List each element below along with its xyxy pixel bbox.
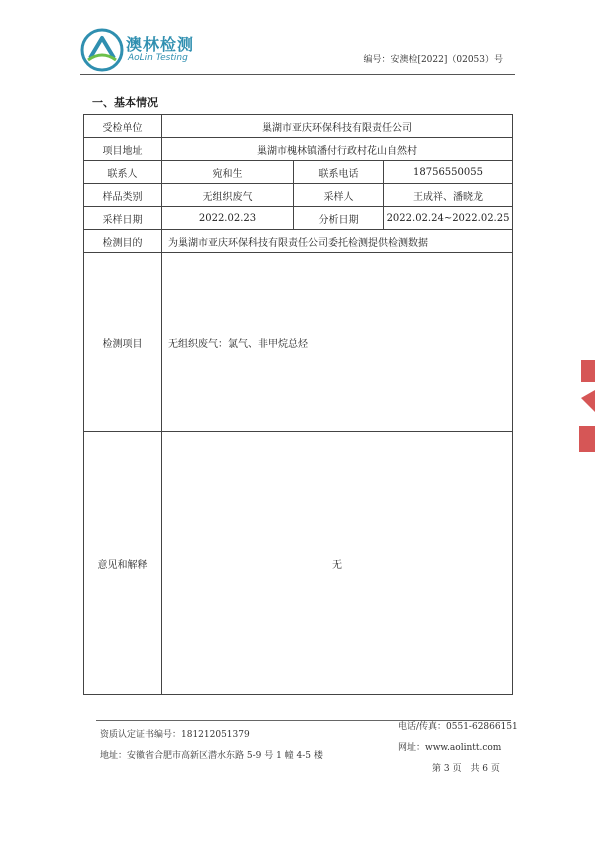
analysis-date-value: 2022.02.24~2022.02.25: [384, 207, 513, 230]
analysis-date-label: 分析日期: [294, 207, 384, 230]
report-number: 编号：安澳检[2022]（02053）号: [363, 55, 503, 65]
website: 网址：www.aolintt.com: [398, 743, 502, 753]
sampling-date-label: 采样日期: [84, 207, 162, 230]
company-address: 地址：安徽省合肥市高新区潜水东路 5-9 号 1 幢 4-5 楼: [100, 751, 323, 761]
table-row: [84, 207, 513, 230]
sample-type-value: 无组织废气: [162, 184, 294, 207]
cert-number: 资质认定证书编号：181212051379: [100, 730, 250, 740]
header-divider: [80, 74, 515, 75]
table-row: [84, 230, 513, 253]
sampler-value: 王成祥、潘晓龙: [384, 184, 513, 207]
table-row: [84, 184, 513, 207]
sampling-date-value: 2022.02.23: [162, 207, 294, 230]
basic-info-table: [83, 114, 513, 695]
sampler-label: 采样人: [294, 184, 384, 207]
sample-type-label: 样品类别: [84, 184, 162, 207]
opinion-value: 无: [162, 432, 513, 695]
logo-icon: [80, 28, 124, 72]
table-row: [84, 115, 513, 138]
table-row: [84, 253, 513, 432]
client-value: 巢湖市亚庆环保科技有限责任公司: [162, 115, 513, 138]
items-label: 检测项目: [84, 253, 162, 432]
contact-value: 宛和生: [162, 161, 294, 184]
table-row: [84, 432, 513, 695]
section-title: 一、基本情况: [92, 96, 158, 109]
client-label: 受检单位: [84, 115, 162, 138]
page-number: 第 3 页 共 6 页: [432, 764, 500, 774]
table-row: [84, 161, 513, 184]
phone-fax: 电话/传真：0551-62866151: [398, 722, 518, 732]
purpose-value: 为巢湖市亚庆环保科技有限责任公司委托检测提供检测数据: [162, 230, 513, 253]
logo-text-cn: 澳林检测: [126, 35, 195, 54]
table-row: [84, 138, 513, 161]
phone-label: 联系电话: [294, 161, 384, 184]
logo-text-en: AoLin Testing: [128, 53, 188, 63]
address-label: 项目地址: [84, 138, 162, 161]
address-value: 巢湖市槐林镇潘付行政村花山自然村: [162, 138, 513, 161]
items-value: 无组织废气：氯气、非甲烷总烃: [162, 253, 513, 432]
seal-stamp: [575, 350, 595, 460]
contact-label: 联系人: [84, 161, 162, 184]
opinion-label: 意见和解释: [84, 432, 162, 695]
company-logo: [80, 28, 230, 72]
purpose-label: 检测目的: [84, 230, 162, 253]
phone-value: 18756550055: [384, 161, 513, 184]
